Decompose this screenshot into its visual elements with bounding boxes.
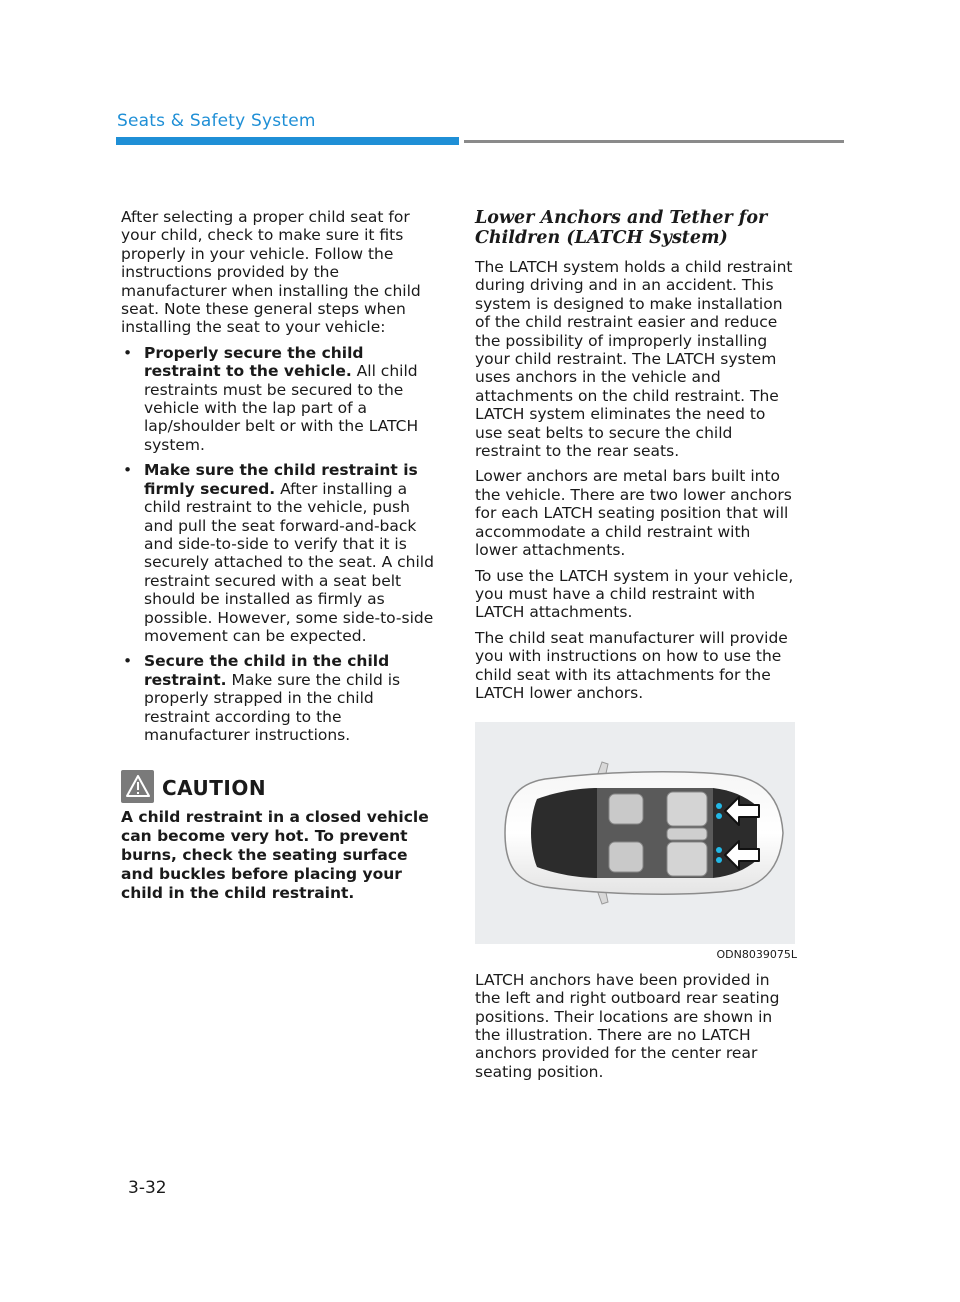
list-item: [121, 652, 443, 744]
list-item-text: After installing a child restraint to the vehicle, push and pull the seat forward-and-back and side-to-side to verify that it is securely attached to the seat. A child restraint secured with a seat belt should be installed as firmly as possible. However, some side-to-side movement can be expected.: [144, 479, 434, 645]
list-item-bold: Secure the child in the child restraint.: [144, 652, 390, 689]
steps-list: [121, 344, 443, 745]
warning-icon: [121, 770, 154, 803]
bullet-icon: •: [123, 461, 133, 480]
section-title: Seats & Safety System: [117, 111, 316, 131]
list-item-text: All child restraints must be secured to the vehicle with the lap part of a lap/shoulder belt or with the LATCH system.: [144, 362, 419, 454]
list-item-text: Make sure the child is properly strapped in the child restraint according to the manufacturer instructions.: [144, 670, 401, 744]
paragraph: The LATCH system holds a child restraint during driving and in an accident. This system is designed to make installation of the child restraint easier and reduce the possibility of improperly installing your child restraint. The LATCH system uses anchors in the vehicle and attachments on the child restraint. The LATCH system eliminates the need to use seat belts to secure the child restraint to the rear seats.: [475, 258, 793, 461]
paragraph: The child seat manufacturer will provide you with instructions on how to use the child seat with its attachments for the LATCH lower anchors.: [475, 628, 788, 702]
caution-box: [121, 768, 443, 903]
latch-heading: Lower Anchors and Tether for Children (LATCH System): [475, 208, 768, 248]
header-rule: [464, 140, 844, 143]
caution-title: CAUTION: [162, 776, 267, 801]
list-item: [121, 461, 443, 645]
list-item-bold: Make sure the child restraint is firmly secured.: [144, 461, 418, 498]
figure-caption: LATCH anchors have been provided in the left and right outboard rear seating positions. Their locations are shown in the illustration. There are no LATCH anchors provided for the center rear seating position.: [475, 970, 780, 1081]
left-column: [121, 208, 443, 903]
figure-code: ODN8039075L: [716, 948, 797, 962]
page-number: 3-32: [128, 1178, 167, 1198]
caution-text: A child restraint in a closed vehicle can become very hot. To prevent burns, check the seating surface and buckles before placing your child in the child restraint.: [121, 808, 429, 903]
list-item: [121, 344, 443, 454]
paragraph: To use the LATCH system in your vehicle, you must have a child restraint with LATCH attachments.: [475, 566, 794, 622]
bullet-icon: •: [123, 343, 133, 362]
caution-header: [121, 768, 443, 804]
intro-paragraph: After selecting a proper child seat for your child, check to make sure it fits properly in your vehicle. Follow the instructions provided by the manufacturer when installing the child seat. Note these general steps when installing the seat to your vehicle:: [121, 208, 421, 337]
car-top-view-image: [475, 722, 795, 944]
list-item-bold: Properly secure the child restraint to the vehicle.: [144, 343, 364, 381]
latch-illustration: [475, 722, 795, 944]
paragraph: Lower anchors are metal bars built into the vehicle. There are two lower anchors for each LATCH seating position that will accommodate a child restraint with lower attachments.: [475, 467, 792, 560]
header-rule-accent: [116, 137, 459, 145]
bullet-icon: •: [123, 652, 133, 671]
right-column: [475, 208, 797, 1088]
